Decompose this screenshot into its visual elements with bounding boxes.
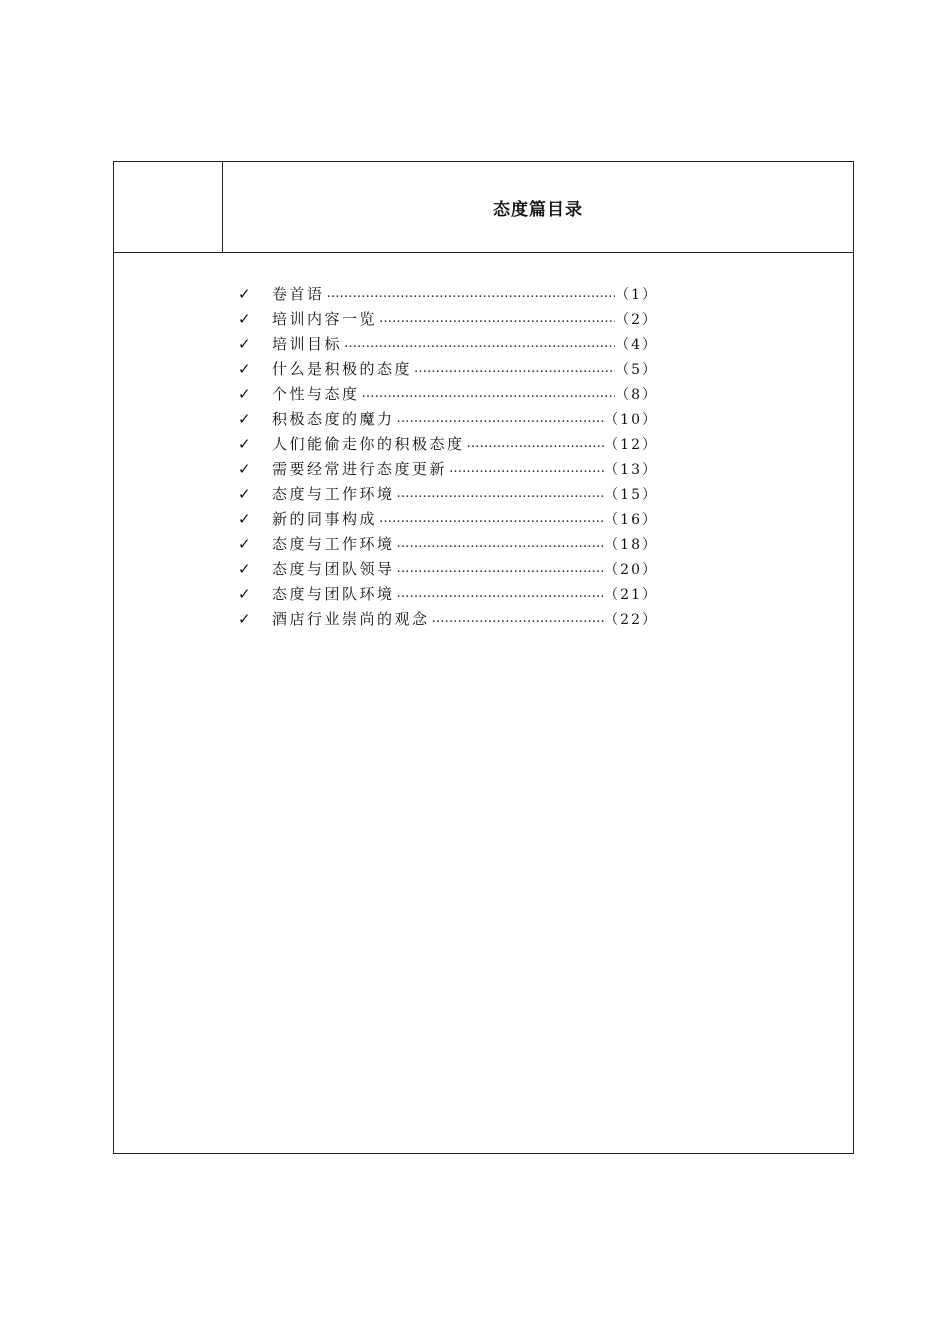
header-left-cell [114, 162, 223, 252]
toc-item-title: 态度与工作环境 [272, 535, 395, 553]
toc-item[interactable] [238, 481, 658, 506]
check-icon: ✓ [238, 434, 251, 453]
toc-item[interactable] [238, 381, 658, 406]
toc-item[interactable] [238, 306, 658, 331]
toc-item[interactable] [238, 356, 658, 381]
check-icon: ✓ [238, 459, 251, 478]
toc-item-page: （13） [604, 461, 658, 478]
toc-item[interactable] [238, 431, 658, 456]
toc-item-page: （16） [604, 511, 658, 528]
toc-item[interactable] [238, 606, 658, 631]
toc-item-page: （2） [615, 311, 658, 328]
toc-item-page: （21） [604, 586, 658, 603]
check-icon: ✓ [238, 609, 251, 628]
toc-item-page: （15） [604, 486, 658, 503]
toc-item-page: （18） [604, 536, 658, 553]
toc-item-page: （5） [615, 361, 658, 378]
leader-dots [430, 611, 605, 626]
leader-dots [360, 386, 616, 401]
toc-item-title: 酒店行业崇尚的观念 [272, 610, 430, 628]
check-icon: ✓ [238, 559, 251, 578]
header-row [114, 162, 853, 253]
leader-dots [342, 336, 615, 351]
toc-item-title: 态度与团队领导 [272, 560, 395, 578]
toc-item-page: （4） [615, 336, 658, 353]
leader-dots [447, 461, 604, 476]
toc-item-title: 什么是积极的态度 [272, 360, 413, 378]
toc-item-page: （1） [615, 286, 658, 303]
toc-item-title: 人们能偷走你的积极态度 [272, 435, 465, 453]
toc-item-title: 需要经常进行态度更新 [272, 460, 448, 478]
check-icon: ✓ [238, 384, 251, 403]
leader-dots [395, 561, 605, 576]
leader-dots [395, 486, 605, 501]
toc-item-title: 态度与团队环境 [272, 585, 395, 603]
check-icon: ✓ [238, 409, 251, 428]
toc-item[interactable] [238, 281, 658, 306]
toc-item-page: （10） [604, 411, 658, 428]
check-icon: ✓ [238, 534, 251, 553]
leader-dots [465, 436, 605, 451]
leader-dots [395, 586, 605, 601]
toc-item-title: 态度与工作环境 [272, 485, 395, 503]
leader-dots [412, 361, 615, 376]
toc-item-title: 卷首语 [272, 285, 325, 303]
toc-item[interactable] [238, 331, 658, 356]
toc-item-title: 个性与态度 [272, 385, 360, 403]
toc-item[interactable] [238, 581, 658, 606]
check-icon: ✓ [238, 309, 251, 328]
toc-item-page: （12） [604, 436, 658, 453]
leader-dots [377, 511, 604, 526]
leader-dots [395, 411, 605, 426]
toc-item-page: （22） [604, 611, 658, 628]
toc-item-page: （20） [604, 561, 658, 578]
table-of-contents [238, 281, 658, 631]
leader-dots [325, 286, 616, 301]
toc-item-title: 培训内容一览 [272, 310, 378, 328]
toc-item-title: 积极态度的魔力 [272, 410, 395, 428]
check-icon: ✓ [238, 334, 251, 353]
leader-dots [395, 536, 605, 551]
toc-item-page: （8） [615, 386, 658, 403]
check-icon: ✓ [238, 359, 251, 378]
toc-item[interactable] [238, 556, 658, 581]
page-title: 态度篇目录 [493, 199, 583, 220]
toc-item-title: 培训目标 [272, 335, 343, 353]
check-icon: ✓ [238, 584, 251, 603]
check-icon: ✓ [238, 284, 251, 303]
leader-dots [377, 311, 615, 326]
toc-item[interactable] [238, 531, 658, 556]
document-frame [113, 161, 854, 1154]
toc-item[interactable] [238, 406, 658, 431]
toc-item[interactable] [238, 456, 658, 481]
toc-item[interactable] [238, 506, 658, 531]
check-icon: ✓ [238, 509, 251, 528]
toc-item-title: 新的同事构成 [272, 510, 378, 528]
check-icon: ✓ [238, 484, 251, 503]
